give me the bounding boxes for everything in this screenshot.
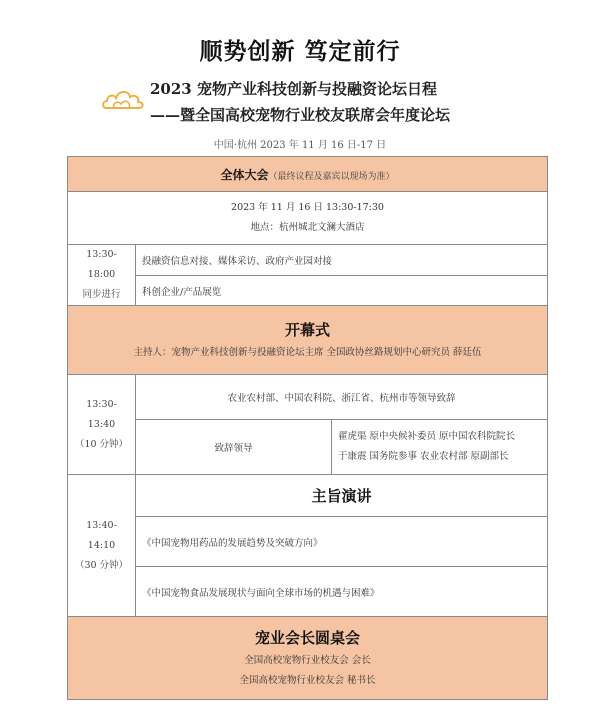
cloud-logo-icon xyxy=(102,86,146,112)
keynote-row-1 xyxy=(68,517,548,567)
keynote-talk-2: 《中国宠物食品发展现状与面向全球市场的机遇与困难》 xyxy=(136,567,548,617)
plenary-datetime: 2023 年 11 月 16 日 13:30-17:30 xyxy=(231,202,384,213)
forum-subtitle: ——暨全国高校宠物行业校友联席会年度论坛 xyxy=(150,106,451,124)
parallel-item-1: 投融资信息对接、媒体采访、政府产业园对接 xyxy=(136,245,548,276)
opening-duration: （10 分钟） xyxy=(74,438,129,450)
plenary-note: （最终议程及嘉宾以现场为准） xyxy=(268,171,395,182)
opening-title: 开幕式 xyxy=(284,321,330,339)
plenary-header-row xyxy=(68,157,548,192)
keynote-row-2 xyxy=(68,567,548,617)
parallel-item-2: 科创企业/产品展览 xyxy=(136,276,548,306)
keynote-title: 主旨演讲 xyxy=(311,487,372,505)
keynote-time: 13:40-14:10 xyxy=(86,519,117,551)
leaders-label: 致辞领导 xyxy=(136,420,332,475)
plenary-venue: 地点：杭州城北文澜大酒店 xyxy=(250,222,365,233)
slogan: 顺势创新 笃定前行 xyxy=(199,38,401,65)
place-date: 中国·杭州 2023 年 11 月 16 日-17 日 xyxy=(213,140,387,151)
keynote-header-row xyxy=(68,475,548,517)
parallel-label: 同步进行 xyxy=(82,289,121,300)
opening-host: 主持人：宠物产业科技创新与投融资论坛主席 全国政协丝路规划中心研究员 薛廷伍 xyxy=(133,347,482,358)
roundtable-line-1: 全国高校宠物行业校友会 会长 xyxy=(244,655,371,666)
leader-2: 于康震 国务院参事 农业农村部 原副部长 xyxy=(338,451,509,462)
opening-speech: 农业农村部、中国农科院、浙江省、杭州市等领导致辞 xyxy=(136,375,548,420)
opening-row-2 xyxy=(68,420,548,475)
plenary-title: 全体大会 xyxy=(220,167,269,182)
keynote-talk-1: 《中国宠物用药品的发展趋势及突破方向》 xyxy=(136,517,548,567)
opening-header-row xyxy=(68,306,548,375)
parallel-row-1 xyxy=(68,245,548,276)
parallel-time: 13:30-18:00 xyxy=(86,249,117,280)
forum-title: 2023 宠物产业科技创新与投融资论坛日程 xyxy=(150,80,437,98)
roundtable-line-2: 全国高校宠物行业校友会 秘书长 xyxy=(239,675,376,686)
agenda-table xyxy=(67,156,548,700)
leader-1: 翟虎渠 原中央候补委员 原中国农科院院长 xyxy=(338,431,516,442)
keynote-duration: （30 分钟） xyxy=(74,559,129,571)
roundtable-row xyxy=(68,617,548,700)
opening-row-1 xyxy=(68,375,548,420)
plenary-info-row xyxy=(68,192,548,245)
roundtable-title: 宠业会长圆桌会 xyxy=(254,629,360,647)
parallel-row-2 xyxy=(68,276,548,306)
opening-time: 13:30-13:40 xyxy=(86,398,117,430)
